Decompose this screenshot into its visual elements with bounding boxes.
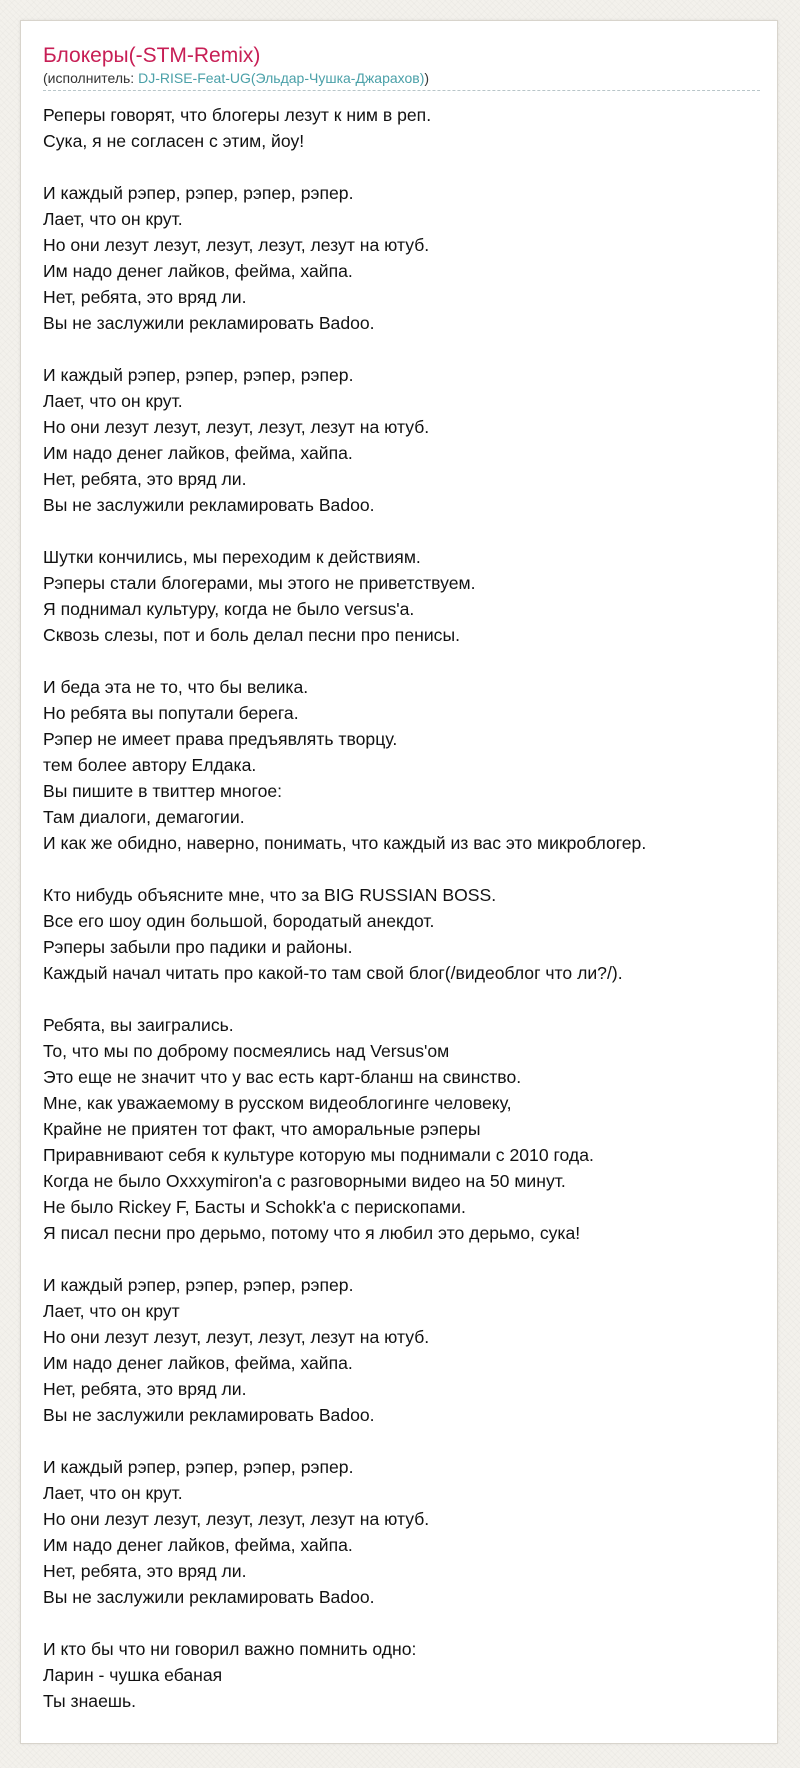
- lyric-line: Лает, что он крут.: [43, 1483, 183, 1503]
- lyric-line: Ларин - чушка ебаная: [43, 1665, 223, 1685]
- artist-line: [43, 69, 760, 91]
- lyric-line: И каждый рэпер, рэпер, рэпер, рэпер.: [43, 183, 354, 203]
- lyrics-stanza: [43, 102, 763, 154]
- lyrics-stanza: [43, 1636, 763, 1714]
- lyric-line: Когда не было Oxxxymiron'a с разговорными видео на 50 минут.: [43, 1171, 566, 1191]
- lyric-line: Сквозь слезы, пот и боль делал песни про пенисы.: [43, 625, 460, 645]
- lyric-line: И каждый рэпер, рэпер, рэпер, рэпер.: [43, 365, 354, 385]
- lyric-line: Лает, что он крут.: [43, 391, 183, 411]
- lyrics-stanza: [43, 1454, 763, 1610]
- lyric-line: Нет, ребята, это вряд ли.: [43, 1379, 247, 1399]
- lyrics-card: [20, 20, 778, 1744]
- lyrics-stanza: [43, 1012, 763, 1246]
- lyric-line: Лает, что он крут.: [43, 209, 183, 229]
- lyric-line: Нет, ребята, это вряд ли.: [43, 469, 247, 489]
- lyric-line: Вы не заслужили рекламировать Badoo.: [43, 1405, 375, 1425]
- lyric-line: Им надо денег лайков, фейма, хайпа.: [43, 443, 353, 463]
- lyric-line: Ты знаешь.: [43, 1691, 137, 1711]
- lyric-line: Рэперы стали блогерами, мы этого не приветствуем.: [43, 573, 476, 593]
- lyric-line: Шутки кончились, мы переходим к действиям.: [43, 547, 421, 567]
- lyric-line: Это еще не значит что у вас есть карт-бланш на свинство.: [43, 1067, 522, 1087]
- lyrics-stanza: [43, 180, 763, 336]
- lyric-line: Я поднимал культуру, когда не было versus'a.: [43, 599, 415, 619]
- lyric-line: Но они лезут лезут, лезут, лезут, лезут на ютуб.: [43, 417, 430, 437]
- lyric-line: И как же обидно, наверно, понимать, что каждый из вас это микроблогер.: [43, 833, 647, 853]
- lyric-line: Но ребята вы попутали берега.: [43, 703, 299, 723]
- song-title: Блокеры(-STM-Remix): [43, 44, 261, 67]
- lyrics-stanza: [43, 882, 763, 986]
- lyric-line: Им надо денег лайков, фейма, хайпа.: [43, 1535, 353, 1555]
- song-header: [43, 43, 760, 91]
- artist-prefix: (исполнитель:: [43, 70, 139, 86]
- lyric-line: Вы не заслужили рекламировать Badoo.: [43, 313, 375, 333]
- lyric-line: Вы не заслужили рекламировать Badoo.: [43, 495, 375, 515]
- lyric-line: Все его шоу один большой, бородатый анекдот.: [43, 911, 435, 931]
- lyric-line: Им надо денег лайков, фейма, хайпа.: [43, 261, 353, 281]
- lyric-line: Но они лезут лезут, лезут, лезут, лезут на ютуб.: [43, 1327, 430, 1347]
- lyric-line: И каждый рэпер, рэпер, рэпер, рэпер.: [43, 1275, 354, 1295]
- lyric-line: Приравнивают себя к культуре которую мы поднимали с 2010 года.: [43, 1145, 594, 1165]
- lyric-line: Кто нибудь объясните мне, что за BIG RUSSIAN BOSS.: [43, 885, 497, 905]
- lyric-line: Каждый начал читать про какой-то там свой блог(/видеоблог что ли?/).: [43, 963, 623, 983]
- lyric-line: Вы пишите в твиттер многое:: [43, 781, 283, 801]
- lyric-line: тем более автору Елдака.: [43, 755, 257, 775]
- lyric-line: И беда эта не то, что бы велика.: [43, 677, 309, 697]
- lyrics-stanza: [43, 674, 763, 856]
- lyric-line: Реперы говорят, что блогеры лезут к ним в реп.: [43, 105, 432, 125]
- lyrics-body: [43, 102, 763, 1740]
- lyric-line: Нет, ребята, это вряд ли.: [43, 287, 247, 307]
- lyric-line: И кто бы что ни говорил важно помнить одно:: [43, 1639, 417, 1659]
- lyric-line: Крайне не приятен тот факт, что аморальные рэперы: [43, 1119, 481, 1139]
- lyric-line: То, что мы по доброму посмеялись над Versus'ом: [43, 1041, 450, 1061]
- lyric-line: Но они лезут лезут, лезут, лезут, лезут на ютуб.: [43, 235, 430, 255]
- artist-link[interactable]: DJ-RISE-Feat-UG(Эльдар-Чушка-Джарахов): [138, 70, 425, 86]
- lyric-line: Сука, я не согласен с этим, йоу!: [43, 131, 305, 151]
- lyric-line: Ребята, вы заигрались.: [43, 1015, 234, 1035]
- lyric-line: Лает, что он крут: [43, 1301, 180, 1321]
- lyric-line: Рэпер не имеет права предъявлять творцу.: [43, 729, 398, 749]
- lyric-line: Вы не заслужили рекламировать Badoo.: [43, 1587, 375, 1607]
- lyric-line: И каждый рэпер, рэпер, рэпер, рэпер.: [43, 1457, 354, 1477]
- lyric-line: Там диалоги, демагогии.: [43, 807, 245, 827]
- lyric-line: Нет, ребята, это вряд ли.: [43, 1561, 247, 1581]
- lyric-line: Рэперы забыли про падики и районы.: [43, 937, 353, 957]
- lyrics-stanza: [43, 544, 763, 648]
- lyric-line: Но они лезут лезут, лезут, лезут, лезут на ютуб.: [43, 1509, 430, 1529]
- lyrics-stanza: [43, 362, 763, 518]
- lyric-line: Им надо денег лайков, фейма, хайпа.: [43, 1353, 353, 1373]
- lyric-line: Не было Rickey F, Басты и Schokk'a с перископами.: [43, 1197, 466, 1217]
- artist-suffix: ): [424, 70, 430, 86]
- lyrics-stanza: [43, 1272, 763, 1428]
- lyric-line: Я писал песни про дерьмо, потому что я любил это дерьмо, сука!: [43, 1223, 581, 1243]
- lyric-line: Мне, как уважаемому в русском видеоблогинге человеку,: [43, 1093, 512, 1113]
